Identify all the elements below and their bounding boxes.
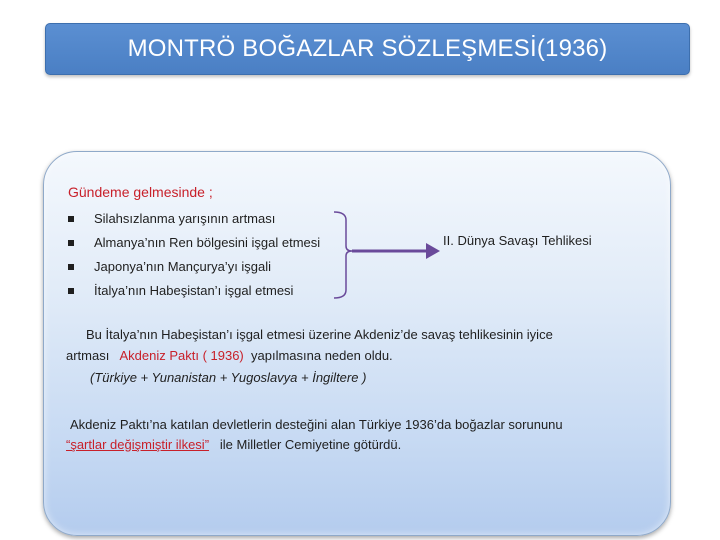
sartlar-highlight: “şartlar değişmiştir ilkesi” [66, 437, 210, 452]
list-item: Almanya’nın Ren bölgesini işgal etmesi [66, 231, 320, 255]
bullet-square-icon [68, 288, 74, 294]
list-item: İtalya’nın Habeşistan’ı işgal etmesi [66, 279, 320, 303]
result-text: II. Dünya Savaşı Tehlikesi [443, 233, 592, 248]
paragraph-1-line-2: artması Akdeniz Paktı ( 1936) yapılmasına neden oldu. [66, 348, 393, 363]
paragraph-2-line-1: Akdeniz Paktı’na katılan devletlerin desteğini alan Türkiye 1936’da boğazlar sorununu [70, 417, 563, 432]
paragraph-1-line-1: Bu İtalya’nın Habeşistan’ı işgal etmesi üzerine Akdeniz’de savaş tehlikesinin iyice [86, 327, 553, 342]
bullet-square-icon [68, 240, 74, 246]
slide-title-text: MONTRÖ BOĞAZLAR SÖZLEŞMESİ(1936) [127, 35, 608, 62]
paragraph-2-line-2: “şartlar değişmiştir ilkesi” ile Milletler Cemiyetine götürdü. [66, 437, 402, 452]
brace-arrow-icon [332, 210, 442, 300]
slide-title [45, 23, 690, 75]
list-item: Japonya’nın Mançurya’yı işgali [66, 255, 320, 279]
heading: Gündeme gelmesinde ; [68, 184, 213, 200]
akdeniz-pakti-highlight: Akdeniz Paktı ( 1936) [119, 348, 244, 363]
bullet-square-icon [68, 216, 74, 222]
cause-list [66, 207, 320, 303]
paragraph-1-line-3: (Türkiye + Yunanistan + Yugoslavya + İngiltere ) [90, 370, 367, 385]
bullet-square-icon [68, 264, 74, 270]
list-item: Silahsızlanma yarışının artması [66, 207, 320, 231]
